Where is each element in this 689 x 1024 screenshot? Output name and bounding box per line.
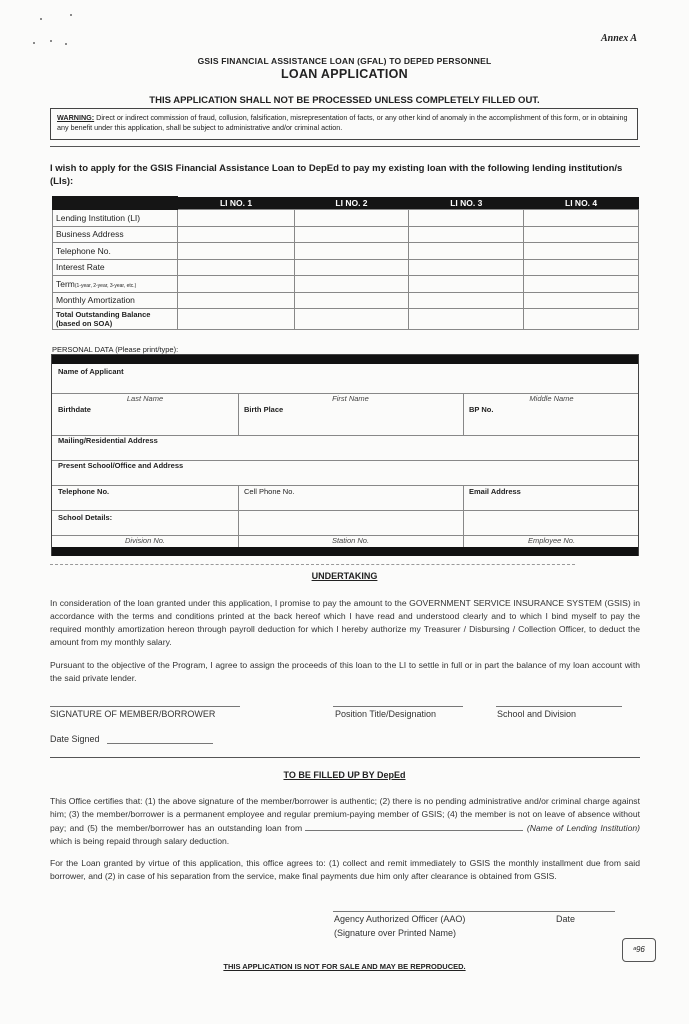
row-label: Telephone No. [53,243,178,260]
column-header: LI NO. 2 [294,197,409,210]
section-bar-top [52,355,638,364]
lending-institutions-table [52,196,639,330]
first-name-label: First Name [332,394,369,403]
table-row [53,226,639,243]
employee-no-label: Employee No. [527,536,576,545]
input-cell[interactable] [524,309,639,330]
table-row [53,292,639,309]
form-subtitle: GSIS FINANCIAL ASSISTANCE LOAN (GFAL) TO DEPED PERSONNEL [197,56,492,66]
row-label-note: (1-year, 2-year, 3-year, etc.) [74,282,137,289]
table-header-row [53,197,639,210]
input-cell[interactable] [178,226,295,243]
table-row [53,243,639,260]
aao-signature-line [333,911,615,912]
email-label: Email Address [469,487,521,496]
mailing-address-label: Mailing/Residential Address [58,436,158,445]
date-signed-field[interactable] [107,743,213,744]
row-label: Total Outstanding Balance (based on SOA) [53,309,178,330]
position-line [333,706,463,707]
row-divider [52,510,638,511]
school-division-line [496,706,622,707]
input-cell[interactable] [409,292,524,309]
input-cell[interactable] [524,243,639,260]
col-divider [238,393,239,435]
row-divider [52,485,638,486]
division-no-label: Division No. [124,536,165,545]
lender-name-field[interactable] [305,821,523,831]
school-division-label: School and Division [497,709,577,719]
last-name-label: Last Name [126,394,164,403]
form-title: LOAN APPLICATION [280,67,409,81]
column-header: LI NO. 4 [524,197,639,210]
table-header-corner [53,197,178,210]
section-bar-bottom [52,547,638,556]
middle-name-label: Middle Name [529,394,574,403]
undertaking-paragraph-2: Pursuant to the objective of the Program, I agree to assign the proceeds of this loan to the LI to settle in full or in part the balance of my loan account with the said private lender. [50,660,640,683]
input-cell[interactable] [409,210,524,227]
table-row [53,309,639,330]
row-label: Term [56,278,75,289]
input-cell[interactable] [178,210,295,227]
processing-notice: THIS APPLICATION SHALL NOT BE PROCESSED UNLESS COMPLETELY FILLED OUT. [149,95,540,106]
personal-data-label: PERSONAL DATA (Please print/type): [52,345,179,354]
aao-note: (Signature over Printed Name) [334,928,457,938]
name-of-applicant-label: Name of Applicant [58,367,124,376]
position-label: Position Title/Designation [335,709,437,719]
input-cell[interactable] [524,259,639,276]
deped-section-title: TO BE FILLED UP BY DepEd [283,770,406,780]
divider [50,757,640,758]
input-cell[interactable] [524,292,639,309]
station-no-label: Station No. [331,536,370,545]
warning-label: WARNING: [57,113,95,122]
input-cell[interactable] [178,276,295,293]
input-cell[interactable] [294,226,409,243]
input-cell[interactable] [409,276,524,293]
warning-text: Direct or indirect commission of fraud, collusion, falsification, misrepresentation of facts, or any other kind of anomaly in the accomplishment of this form, or in obtaining any benefit under this application, shall be subject to administrative and/or criminal action. [57,113,628,132]
row-label: Lending Institution (LI) [53,210,178,227]
column-header: LI NO. 1 [178,197,295,210]
input-cell[interactable] [178,309,295,330]
input-cell[interactable] [294,243,409,260]
undertaking-title: UNDERTAKING [311,571,378,581]
cellphone-label: Cell Phone No. [244,487,295,496]
date-label: Date [556,914,576,924]
birth-place-label: Birth Place [244,405,284,414]
deped-certification-text: This Office certifies that: (1) the above signature of the member/borrower is authentic; (2) there is no pending administrative and/or criminal charge against him; (3) the member/borrower is a permanent employee and regular premium-paying member of GSIS; (4) the member is not on leave of absence without pay; and (5) the member/borrower has an outstanding loan from [50,796,640,833]
signature-member-label: SIGNATURE OF MEMBER/BORROWER [50,709,216,719]
column-header: LI NO. 3 [409,197,524,210]
scan-speck [40,18,42,20]
row-label: Interest Rate [53,259,178,276]
deped-certification-end: which is being repaid through salary deduction. [50,836,230,846]
input-cell[interactable] [524,226,639,243]
birthdate-label: Birthdate [58,405,91,414]
input-cell[interactable] [524,210,639,227]
row-label: Business Address [53,226,178,243]
personal-data-section [51,354,639,556]
divider [50,146,640,147]
input-cell[interactable] [178,259,295,276]
annex-label: Annex A [600,33,637,44]
table-row [53,210,639,227]
input-cell[interactable] [409,309,524,330]
table-row [53,259,639,276]
signature-line [50,706,240,707]
col-divider [463,393,464,435]
lender-name-hint: (Name of Lending Institution) [526,823,641,833]
bp-no-label: BP No. [469,405,494,414]
footer-notice: THIS APPLICATION IS NOT FOR SALE AND MAY BE REPRODUCED. [223,962,466,971]
date-signed-label: Date Signed [50,734,100,744]
deped-paragraph-1 [50,795,640,848]
input-cell[interactable] [409,243,524,260]
input-cell[interactable] [178,292,295,309]
intro-text: I wish to apply for the GSIS Financial Assistance Loan to DepEd to pay my existing loan with the following lending institution/s (LIs): [50,163,623,187]
school-details-label: School Details: [58,513,113,522]
initials-stamp: ᵃ96 [622,938,656,962]
input-cell[interactable] [409,259,524,276]
divider [50,564,575,565]
scan-speck [65,43,67,45]
input-cell[interactable] [294,292,409,309]
input-cell[interactable] [524,276,639,293]
undertaking-paragraph-1: In consideration of the loan granted under this application, I promise to pay the amount to the GOVERNMENT SERVICE INSURANCE SYSTEM (GSIS) in accordance with the terms and conditions printed at the back hereof which I have read and understood clearly and to which I bind myself to pay the required monthly amortization hereon through payroll deduction for which I hereby authorize my Treasurer / Disbursing / Collection Officer, to deduct the amount from my monthly salary. [50,598,640,647]
row-label: Monthly Amortization [53,292,178,309]
school-address-label: Present School/Office and Address [58,461,184,470]
table-row [53,276,639,293]
warning-box [50,108,638,140]
scan-speck [50,40,52,42]
telephone-label: Telephone No. [58,487,110,496]
row-label-term [53,276,178,293]
input-cell[interactable] [409,226,524,243]
scan-speck [70,14,72,16]
input-cell[interactable] [178,243,295,260]
input-cell[interactable] [294,276,409,293]
deped-paragraph-2: For the Loan granted by virtue of this application, this office agrees to: (1) collect and remit immediately to GSIS the monthly installment due from said borrower, and (2) in case of his separation from the service, make final payments due him only after clearance is obtained from GSIS. [50,858,640,881]
input-cell[interactable] [294,210,409,227]
input-cell[interactable] [294,309,409,330]
input-cell[interactable] [294,259,409,276]
scan-speck [33,42,35,44]
aao-label: Agency Authorized Officer (AAO) [334,914,466,924]
